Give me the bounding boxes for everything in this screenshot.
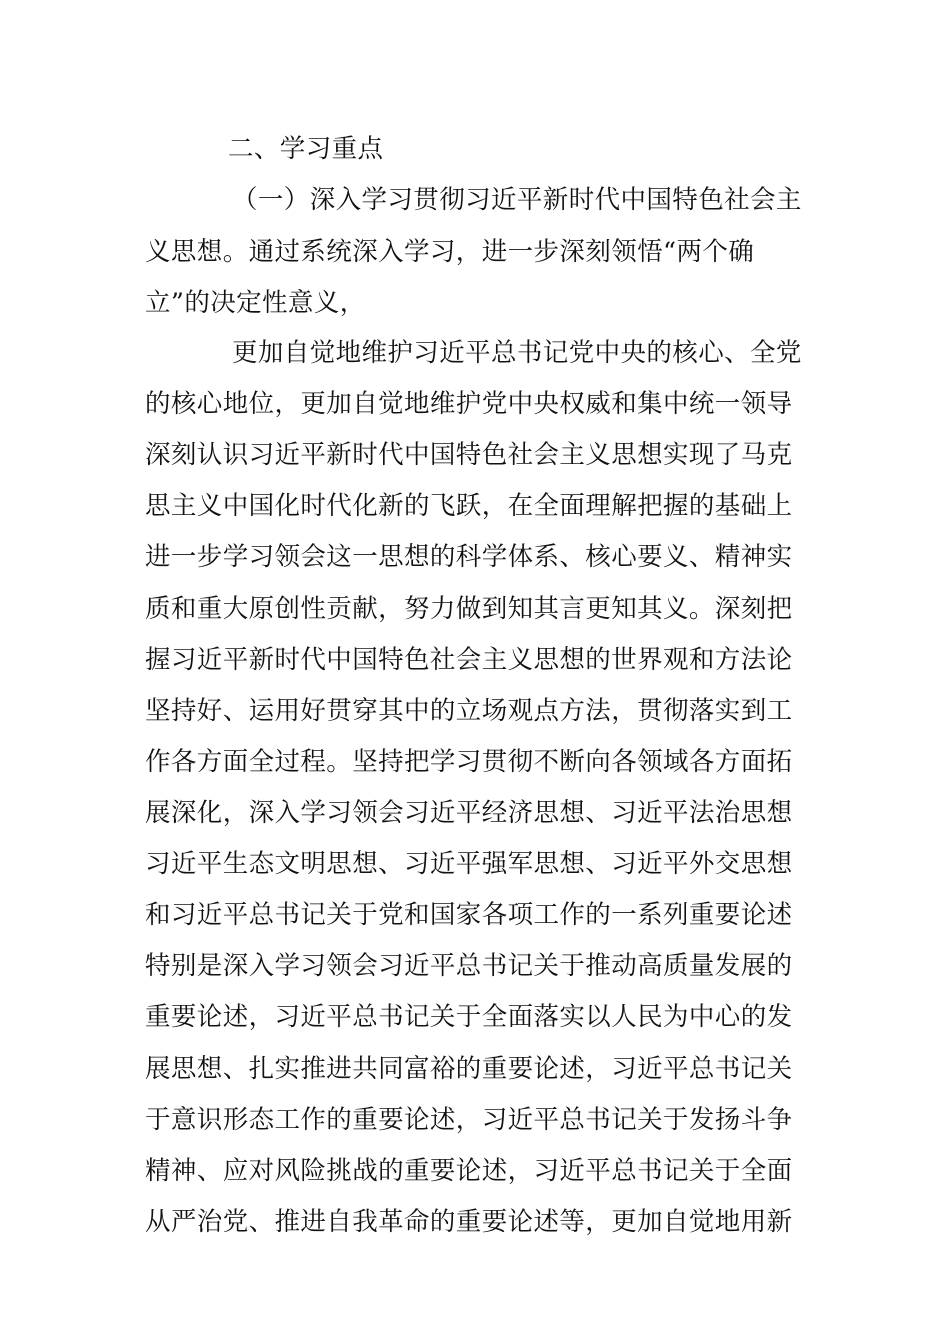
text-line: 展深化，深入学习领会习近平经济思想、习近平法治思想 bbox=[145, 798, 793, 828]
text-line: 于意识形态工作的重要论述，习近平总书记关于发扬斗争 bbox=[145, 1105, 793, 1135]
text-line: 深刻认识习近平新时代中国特色社会主义思想实现了马克 bbox=[145, 440, 793, 470]
text-line: 精神、应对风险挑战的重要论述，习近平总书记关于全面 bbox=[145, 1156, 793, 1186]
text-line: 握习近平新时代中国特色社会主义思想的世界观和方法论 bbox=[145, 645, 793, 675]
text-line: 习近平生态文明思想、习近平强军思想、习近平外交思想 bbox=[145, 849, 793, 879]
text-line: 重要论述，习近平总书记关于全面落实以人民为中心的发 bbox=[145, 1002, 793, 1032]
text-line: 作各方面全过程。坚持把学习贯彻不断向各领域各方面拓 bbox=[145, 747, 793, 777]
text-line: 坚持好、运用好贯穿其中的立场观点方法，贯彻落实到工 bbox=[145, 696, 793, 726]
section-heading: 二、学习重点 bbox=[228, 134, 384, 164]
text-line: 更加自觉地维护习近平总书记党中央的核心、全党 bbox=[232, 338, 802, 368]
text-line: 从严治党、推进自我革命的重要论述等，更加自觉地用新 bbox=[145, 1207, 793, 1237]
text-line: 特别是深入学习领会习近平总书记关于推动高质量发展的 bbox=[145, 951, 793, 981]
text-line: 进一步学习领会这一思想的科学体系、核心要义、精神实 bbox=[145, 542, 793, 572]
text-line: 的核心地位，更加自觉地维护党中央权威和集中统一领导 bbox=[145, 389, 793, 419]
text-line: （一）深入学习贯彻习近平新时代中国特色社会主 bbox=[232, 185, 802, 215]
text-line: 质和重大原创性贡献，努力做到知其言更知其义。深刻把 bbox=[145, 594, 793, 624]
text-line: 展思想、扎实推进共同富裕的重要论述，习近平总书记关 bbox=[145, 1054, 793, 1084]
text-line: 义思想。通过系统深入学习，进一步深刻领悟“两个确 bbox=[145, 237, 755, 267]
text-line: 和习近平总书记关于党和国家各项工作的一系列重要论述 bbox=[145, 900, 793, 930]
text-line: 立”的决定性意义， bbox=[145, 288, 366, 318]
text-line: 思主义中国化时代化新的飞跃，在全面理解把握的基础上 bbox=[145, 491, 793, 521]
